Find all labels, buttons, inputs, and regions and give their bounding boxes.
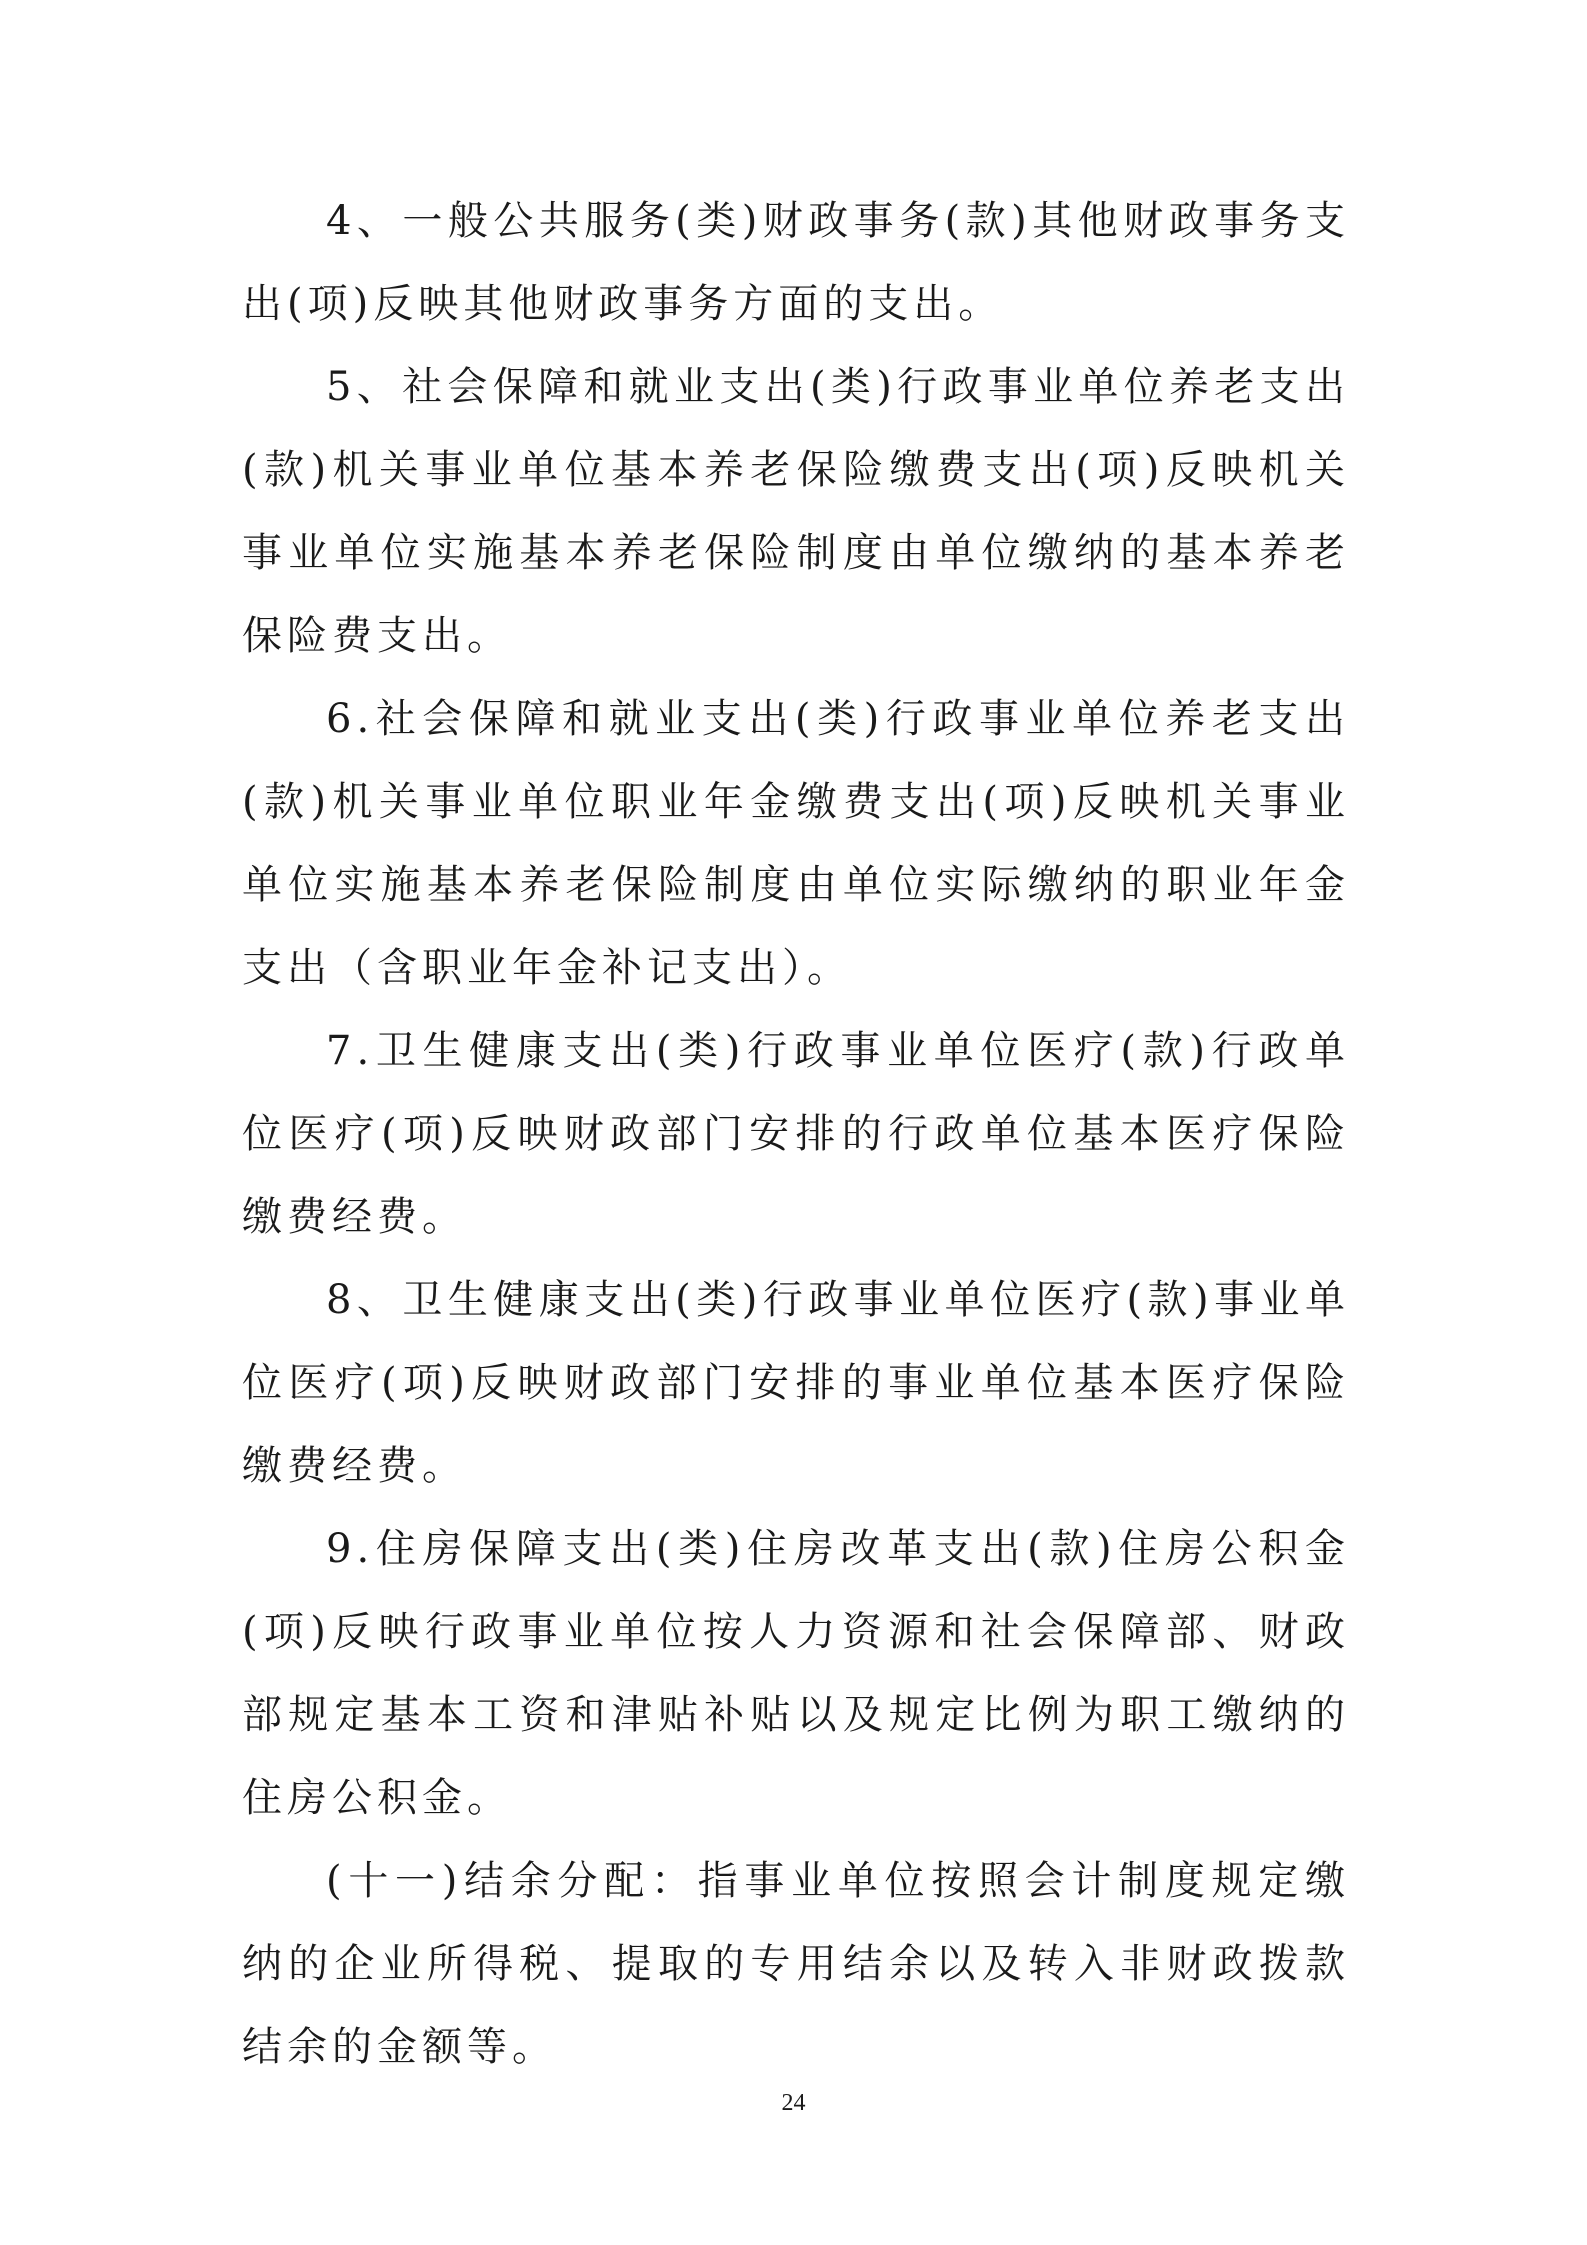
paragraph-item-7: 7.卫生健康支出(类)行政事业单位医疗(款)行政单位医疗(项)反映财政部门安排的行政单位基本医疗保险缴费经费。	[242, 1028, 1350, 1240]
document-body	[242, 180, 1350, 2089]
paragraph-item-8: 8、卫生健康支出(类)行政事业单位医疗(款)事业单位医疗(项)反映财政部门安排的事业单位基本医疗保险缴费经费。	[242, 1277, 1350, 1489]
paragraph-section-11: (十一)结余分配：指事业单位按照会计制度规定缴纳的企业所得税、提取的专用结余以及转入非财政拨款结余的金额等。	[242, 1858, 1350, 2070]
paragraph-item-6: 6.社会保障和就业支出(类)行政事业单位养老支出(款)机关事业单位职业年金缴费支出(项)反映机关事业单位实施基本养老保险制度由单位实际缴纳的职业年金支出（含职业年金补记支出）。	[242, 696, 1350, 991]
paragraph-item-9: 9.住房保障支出(类)住房改革支出(款)住房公积金(项)反映行政事业单位按人力资源和社会保障部、财政部规定基本工资和津贴补贴以及规定比例为职工缴纳的住房公积金。	[242, 1526, 1350, 1821]
page-number: 24	[781, 2090, 806, 2116]
paragraph-item-5: 5、社会保障和就业支出(类)行政事业单位养老支出(款)机关事业单位基本养老保险缴费支出(项)反映机关事业单位实施基本养老保险制度由单位缴纳的基本养老保险费支出。	[242, 364, 1350, 659]
paragraph-item-4: 4、一般公共服务(类)财政事务(款)其他财政事务支出(项)反映其他财政事务方面的支出。	[242, 198, 1350, 327]
